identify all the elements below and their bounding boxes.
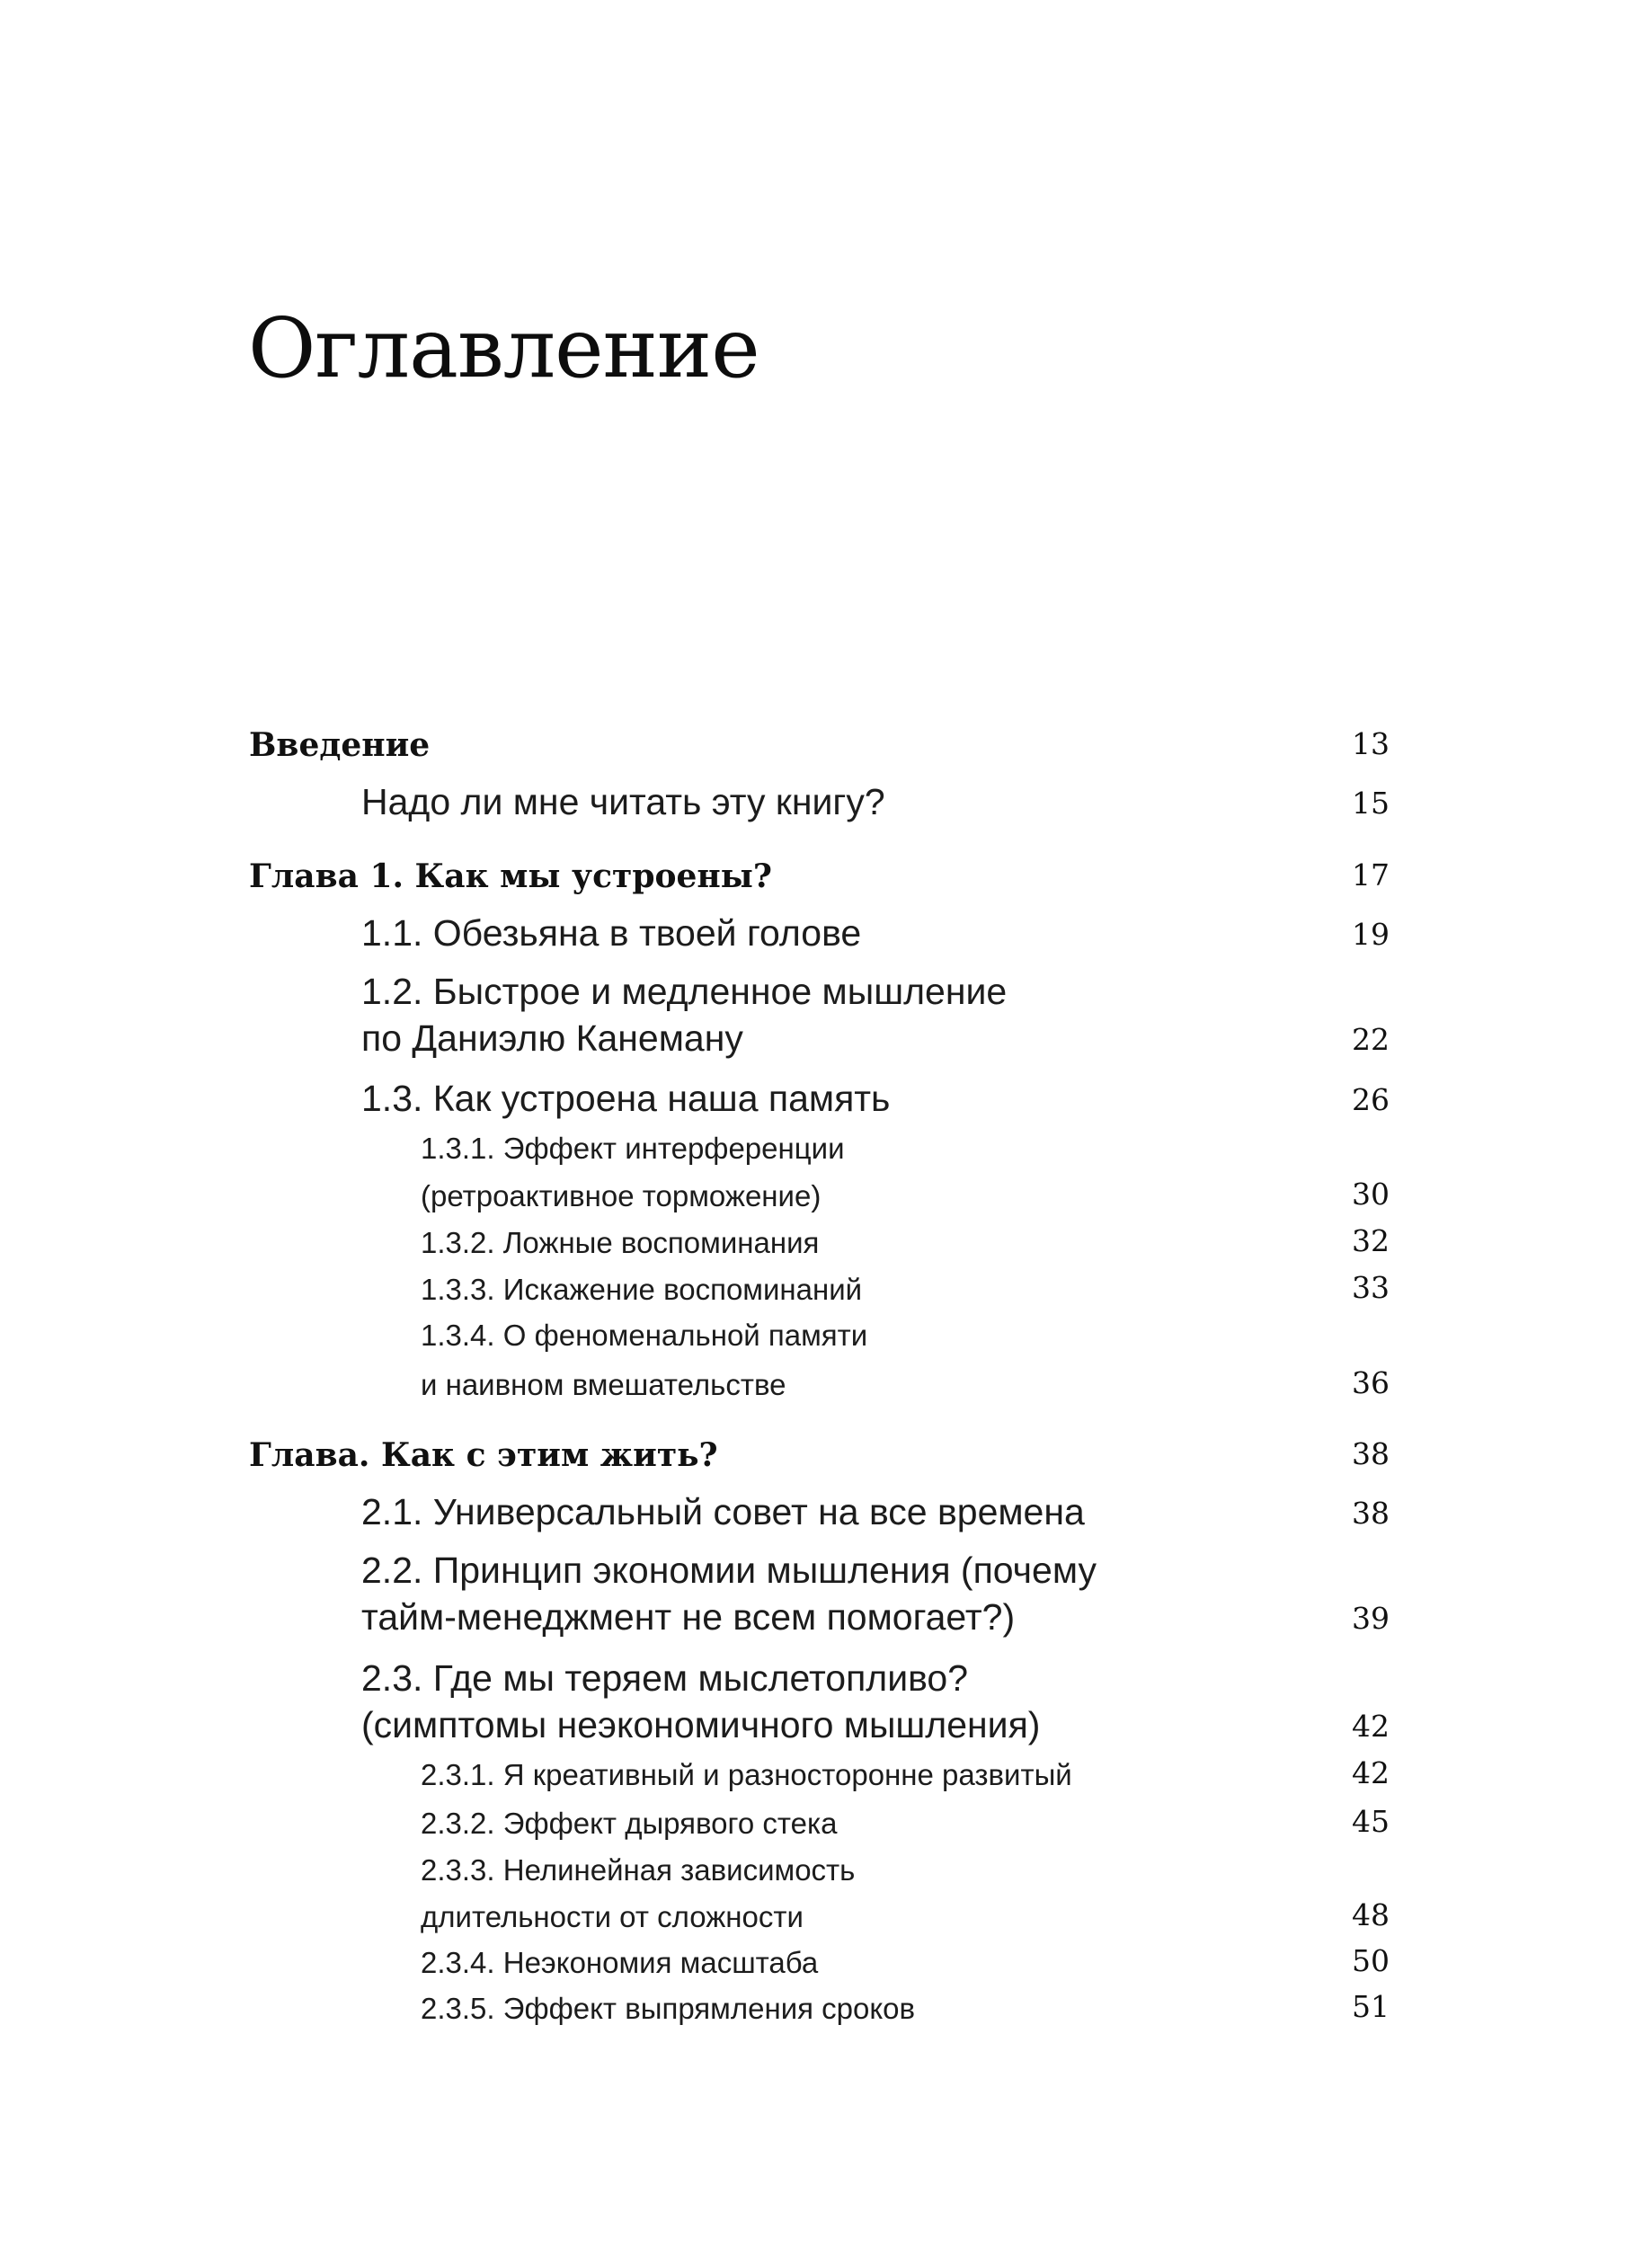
page-title: Оглавление <box>248 300 759 396</box>
toc-page-number: 38 <box>1352 1496 1390 1531</box>
toc-page-number: 26 <box>1352 1082 1390 1117</box>
toc-entry-title: 2.2. Принцип экономии мышления (почему <box>361 1550 1097 1591</box>
toc-page-number: 42 <box>1352 1709 1390 1744</box>
toc-page-number: 42 <box>1352 1755 1390 1790</box>
toc-entry-title: Введение <box>249 726 431 764</box>
toc-entry-title: 2.1. Универсальный совет на все времена <box>361 1491 1085 1532</box>
toc-page-number: 32 <box>1352 1223 1390 1258</box>
toc-entry-title: 1.3.1. Эффект интерференции <box>421 1132 845 1165</box>
toc-entry-title: 2.3.5. Эффект выпрямления сроков <box>421 1992 916 2025</box>
toc-entry-title: 1.3.3. Искажение воспоминаний <box>421 1273 863 1306</box>
toc-entry-title: 1.2. Быстрое и медленное мышление <box>361 971 1008 1012</box>
toc-entry-title-continued: (симптомы неэкономичного мышления) <box>361 1704 1041 1745</box>
toc-page-number: 51 <box>1352 1989 1390 2024</box>
toc-entry-title: 2.3. Где мы теряем мыслетопливо? <box>361 1657 969 1699</box>
toc-entry-title: 1.3.2. Ложные воспоминания <box>421 1226 820 1259</box>
toc-page-number: 19 <box>1352 917 1390 952</box>
toc-page-number: 17 <box>1352 857 1390 893</box>
toc-entry-title: 2.3.1. Я креативный и разносторонне развитый <box>421 1758 1072 1791</box>
toc-entry-title-continued: длительности от сложности <box>421 1900 804 1933</box>
toc-entry-title: 2.3.4. Неэкономия масштаба <box>421 1946 819 1979</box>
toc-entry-title: Глава. Как с этим жить? <box>249 1436 718 1474</box>
toc-page-number: 22 <box>1352 1022 1390 1057</box>
toc-page-number: 36 <box>1352 1365 1390 1400</box>
toc-entry-title: 1.3.4. О феноменальной памяти <box>421 1319 868 1352</box>
toc-entry-title: 2.3.2. Эффект дырявого стека <box>421 1807 838 1840</box>
toc-entry-title-continued: по Даниэлю Канеману <box>361 1017 743 1059</box>
toc-entry-title: Глава 1. Как мы устроены? <box>249 857 772 895</box>
toc-page-number: 13 <box>1352 726 1390 761</box>
toc-entry-title-continued: тайм-менеджмент не всем помогает?) <box>361 1596 1016 1638</box>
toc-entry-title-continued: (ретроактивное торможение) <box>421 1179 822 1212</box>
toc-entry-title: Надо ли мне читать эту книгу? <box>361 781 885 822</box>
toc-page-number: 50 <box>1352 1943 1390 1978</box>
toc-entry-title: 2.3.3. Нелинейная зависимость <box>421 1853 856 1887</box>
toc-page-number: 39 <box>1352 1601 1390 1636</box>
toc-entry-title: 1.3. Как устроена наша память <box>361 1078 891 1119</box>
toc-page-number: 30 <box>1352 1177 1390 1212</box>
toc-page-number: 15 <box>1352 786 1390 821</box>
toc-entry-title: 1.1. Обезьяна в твоей голове <box>361 912 862 954</box>
toc-page-number: 48 <box>1352 1897 1390 1932</box>
toc-page-number: 45 <box>1352 1804 1390 1839</box>
toc-entry-title-continued: и наивном вмешательстве <box>421 1368 786 1401</box>
toc-page-number: 33 <box>1352 1270 1390 1305</box>
toc-page-number: 38 <box>1352 1436 1390 1471</box>
